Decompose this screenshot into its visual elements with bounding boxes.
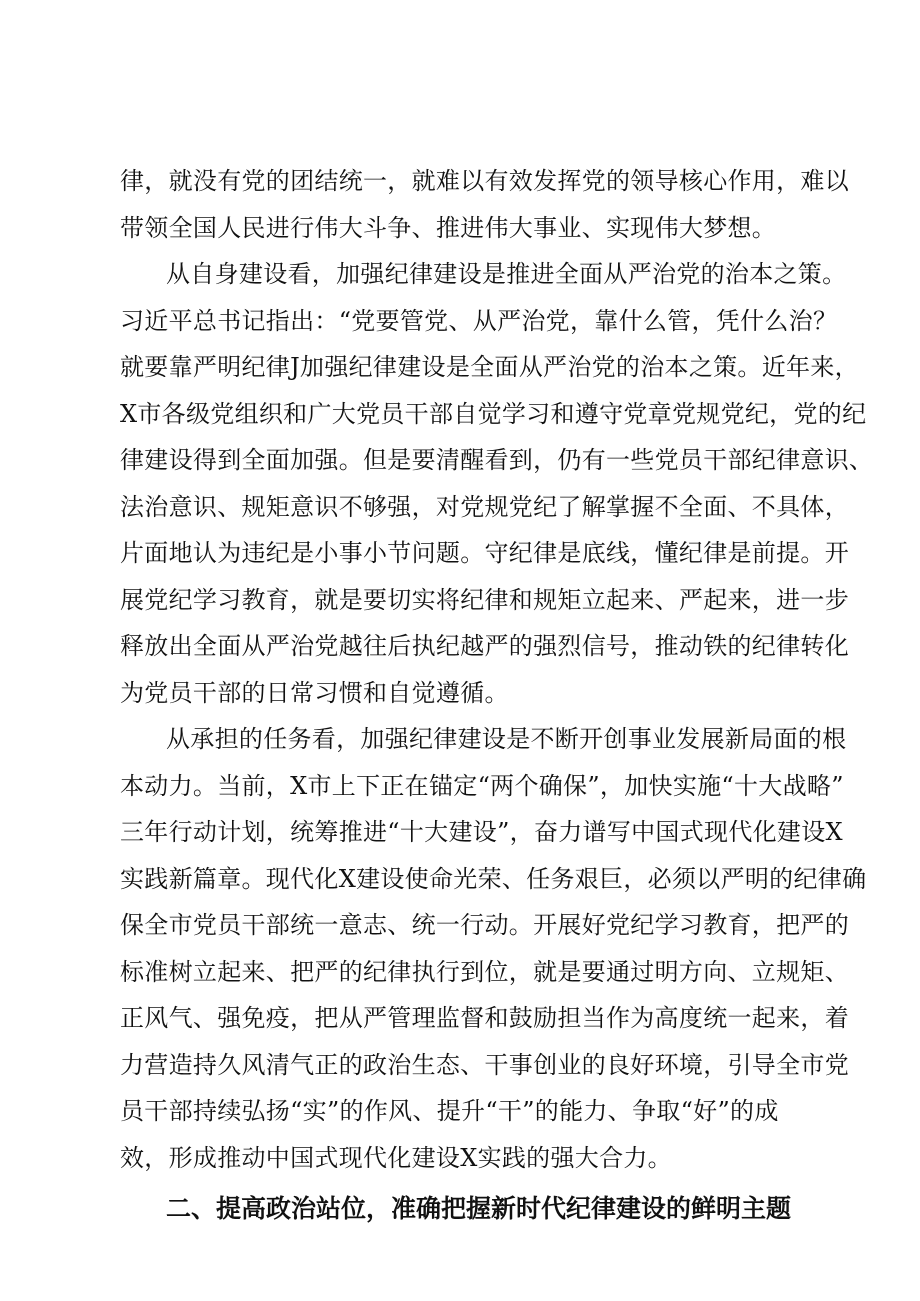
- text-line: 本动力。当前，X市上下正在锚定“两个确保”，加快实施“十大战略”: [120, 772, 844, 800]
- text-line: 员干部持续弘扬“实”的作风、提升“干”的能力、争取“好”的成: [120, 1097, 779, 1125]
- text-line: 效，形成推动中国式现代化建设X实践的强大合力。: [120, 1144, 672, 1172]
- text-line: X市各级党组织和广大党员干部自觉学习和遵守党章党规党纪，党的纪: [120, 400, 867, 428]
- text-line: 释放出全面从严治党越往后执纪越严的强烈信号，推动铁的纪律转化: [120, 632, 849, 660]
- text-line: 习近平总书记指出：“党要管党、从严治党，靠什么管，凭什么治？: [120, 307, 838, 335]
- text-line: 实践新篇章。现代化X建设使命光荣、任务艰巨，必须以严明的纪律确: [120, 865, 867, 893]
- paragraph-start-line: 从自身建设看，加强纪律建设是推进全面从严治党的治本之策。: [166, 260, 847, 288]
- text-line: 力营造持久风清气正的政治生态、干事创业的良好环境，引导全市党: [120, 1051, 849, 1079]
- text-line: 保全市党员干部统一意志、统一行动。开展好党纪学习教育，把严的: [120, 911, 849, 939]
- text-line: 三年行动计划，统筹推进“十大建设”，奋力谱写中国式现代化建设X: [120, 818, 843, 846]
- text-line: 标准树立起来、把严的纪律执行到位，就是要通过明方向、立规矩、: [120, 958, 849, 986]
- text-line: 为党员干部的日常习惯和自觉遵循。: [120, 679, 509, 707]
- text-line: 法治意识、规矩意识不够强，对党规党纪了解掌握不全面、不具体，: [120, 493, 849, 521]
- section-heading: 二、提高政治站位，准确把握新时代纪律建设的鲜明主题: [166, 1194, 792, 1223]
- text-line: 展党纪学习教育，就是要切实将纪律和规矩立起来、严起来，进一步: [120, 586, 849, 614]
- text-line: 正风气、强免疫，把从严管理监督和鼓励担当作为高度统一起来，着: [120, 1004, 849, 1032]
- text-line: 律建设得到全面加强。但是要清醒看到，仍有一些党员干部纪律意识、: [120, 446, 874, 474]
- text-line: 带领全国人民进行伟大斗争、推进伟大事业、实现伟大梦想。: [120, 214, 777, 242]
- text-line: 片面地认为违纪是小事小节问题。守纪律是底线，懂纪律是前提。开: [120, 539, 849, 567]
- text-line: 就要靠严明纪律J加强纪律建设是全面从严治党的治本之策。近年来，: [120, 353, 859, 381]
- text-line: 律，就没有党的团结统一，就难以有效发挥党的领导核心作用，难以: [120, 167, 849, 195]
- paragraph-start-line: 从承担的任务看，加强纪律建设是不断开创事业发展新局面的根: [166, 725, 847, 753]
